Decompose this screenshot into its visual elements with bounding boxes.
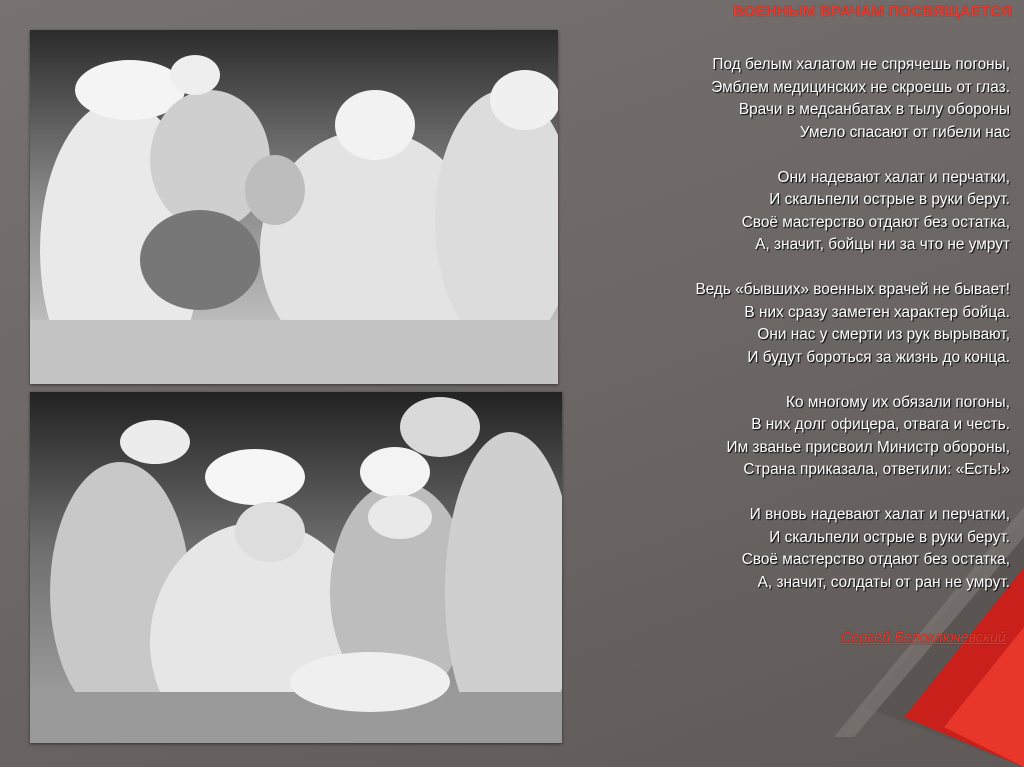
poem-line: А, значит, бойцы ни за что не умрут bbox=[755, 236, 1010, 253]
poem-line: И скальпели острые в руки берут. bbox=[769, 191, 1010, 208]
poem-line: В них сразу заметен характер бойца. bbox=[744, 303, 1010, 321]
poem-line: Врачи в медсанбатах в тылу обороны bbox=[738, 101, 1010, 118]
poem-line: И скальпели острые в руки берут. bbox=[769, 528, 1010, 546]
poem-line: Своё мастерство отдают без остатка, bbox=[741, 213, 1010, 231]
surgery-photo-top bbox=[30, 30, 558, 384]
surgery-photo-bottom bbox=[30, 392, 562, 743]
poem-line: Ко многому их обязали погоны, bbox=[786, 393, 1010, 411]
poem-line: В них долг офицера, отвага и честь. bbox=[751, 416, 1010, 433]
poem-line: Своё мастерство отдают без остатка, bbox=[741, 551, 1010, 568]
poem-line: Они надевают халат и перчатки, bbox=[777, 168, 1010, 186]
poem-line: И будут бороться за жизнь до конца. bbox=[747, 348, 1010, 366]
poem-line: Эмблем медицинских не скроешь от глаз. bbox=[711, 78, 1010, 96]
poem-stanza bbox=[560, 167, 1010, 257]
poem-text bbox=[560, 54, 1010, 617]
poem-line: Умело спасают от гибели нас bbox=[799, 123, 1010, 141]
poem-stanza bbox=[560, 504, 1010, 594]
poem-line: Страна приказала, ответили: «Есть!» bbox=[743, 461, 1010, 478]
poem-stanza bbox=[560, 279, 1010, 369]
poem-stanza bbox=[560, 54, 1010, 144]
poem-stanza bbox=[560, 392, 1010, 482]
poem-line: Они нас у смерти из рук вырывают, bbox=[757, 326, 1010, 343]
poem-line: Под белым халатом не спрячешь погоны, bbox=[712, 56, 1010, 73]
poem-line: Ведь «бывших» военных врачей не бывает! bbox=[695, 281, 1010, 298]
poem-line: Им званье присвоил Министр обороны, bbox=[726, 438, 1010, 456]
author-link[interactable]: Сергей Белоключевский bbox=[840, 630, 1006, 646]
slide-title: ВОЕННЫМ ВРАЧАМ ПОСВЯЩАЕТСЯ bbox=[732, 3, 1012, 20]
poem-line: И вновь надевают халат и перчатки, bbox=[749, 506, 1010, 523]
poem-line: А, значит, солдаты от ран не умрут. bbox=[757, 573, 1010, 591]
